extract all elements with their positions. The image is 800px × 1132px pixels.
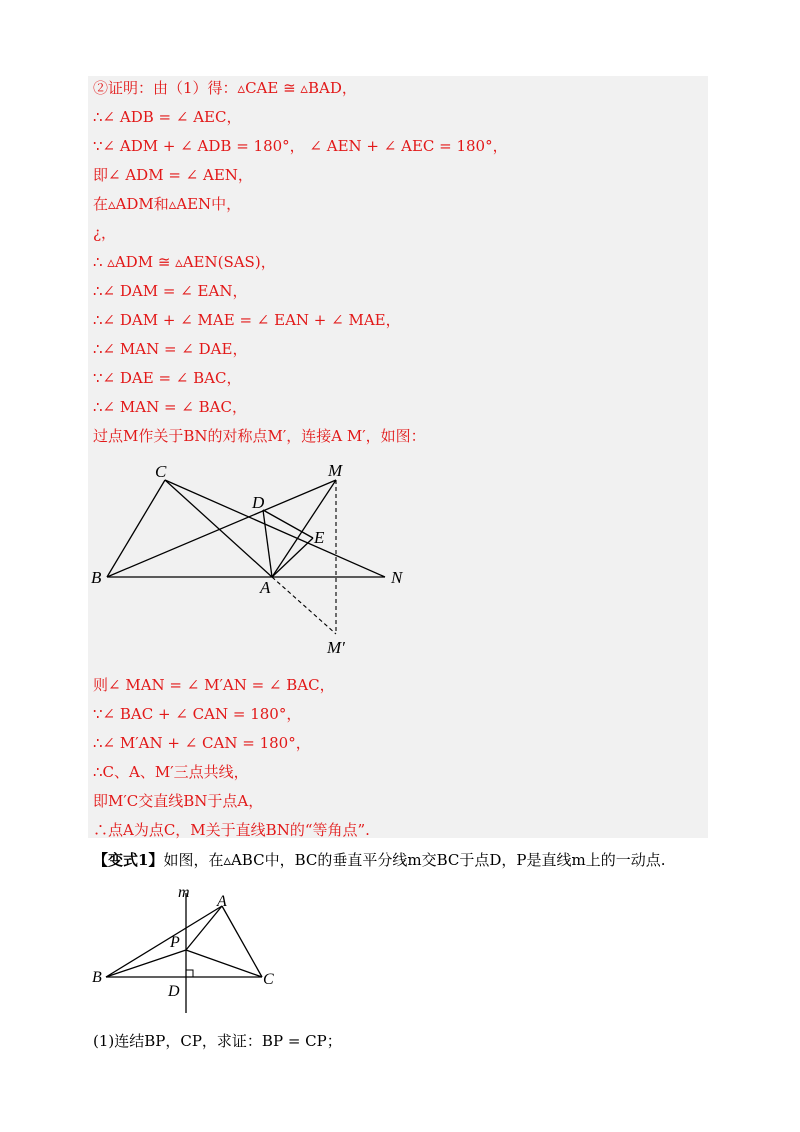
variant-paragraph xyxy=(93,850,665,870)
proof-line: ∴∠ MAN = ∠ DAE， xyxy=(93,340,248,358)
geometry-figure-symmetric-point xyxy=(85,455,415,660)
proof-line: ∴∠ ADB = ∠ AEC， xyxy=(93,108,242,126)
proof-line: ∴∠ MAN = ∠ BAC， xyxy=(93,398,247,416)
proof-line: ②证明：由（1）得：▵CAE ≅ ▵BAD， xyxy=(93,79,357,97)
proof-line: 过点M作关于BN的对称点M′，连接A M′，如图： xyxy=(93,427,426,445)
proof-line: ∴点A为点C，M关于直线BN的“等角点”. xyxy=(93,821,370,839)
point-label-M: M xyxy=(328,461,343,480)
point-label-A: A xyxy=(217,893,227,910)
proof-line: ¿， xyxy=(93,224,117,242)
proof-line: 则∠ MAN = ∠ M′AN = ∠ BAC， xyxy=(93,676,335,694)
proof-line: ∵∠ DAE = ∠ BAC， xyxy=(93,369,242,387)
proof-line: ∵∠ ADM + ∠ ADB = 180°， ∠ AEN + ∠ AEC = 180°， xyxy=(93,137,508,155)
variant-text: 如图，在▵ABC中，BC的垂直平分线m交BC于点D，P是直线m上的一动点. xyxy=(163,851,666,869)
point-label-P: P xyxy=(170,934,180,951)
proof-line: ∴C、A、M′三点共线， xyxy=(93,763,249,781)
point-label-N: N xyxy=(391,568,403,587)
proof-line: ∴∠ M′AN + ∠ CAN = 180°， xyxy=(93,734,311,752)
point-label-D: D xyxy=(252,493,265,512)
proof-line: 在▵ADM和▵AEN中， xyxy=(93,195,242,213)
proof-line: 即M′C交直线BN于点A， xyxy=(93,792,264,810)
proof-line: ∴ ▵ADM ≅ ▵AEN(SAS)， xyxy=(93,253,276,271)
question-1: (1)连结BP，CP，求证：BP = CP； xyxy=(93,1032,342,1050)
point-label-E: E xyxy=(314,528,325,547)
point-label-B: B xyxy=(92,969,102,986)
point-label-B: B xyxy=(91,568,102,587)
point-label-A: A xyxy=(260,578,271,597)
proof-line: ∵∠ BAC + ∠ CAN = 180°， xyxy=(93,705,302,723)
proof-line: ∴∠ DAM + ∠ MAE = ∠ EAN + ∠ MAE， xyxy=(93,311,401,329)
point-label-C: C xyxy=(155,462,167,481)
proof-line: ∴∠ DAM = ∠ EAN， xyxy=(93,282,248,300)
geometry-figure-perpendicular-bisector xyxy=(88,880,288,1020)
point-label-C: C xyxy=(263,971,274,988)
point-label-D: D xyxy=(168,983,180,1000)
variant-heading: 【变式1】 xyxy=(93,851,164,869)
line-label-m: m xyxy=(178,884,190,901)
point-label-M-prime: M′ xyxy=(327,638,345,657)
proof-line: 即∠ ADM = ∠ AEN， xyxy=(93,166,253,184)
